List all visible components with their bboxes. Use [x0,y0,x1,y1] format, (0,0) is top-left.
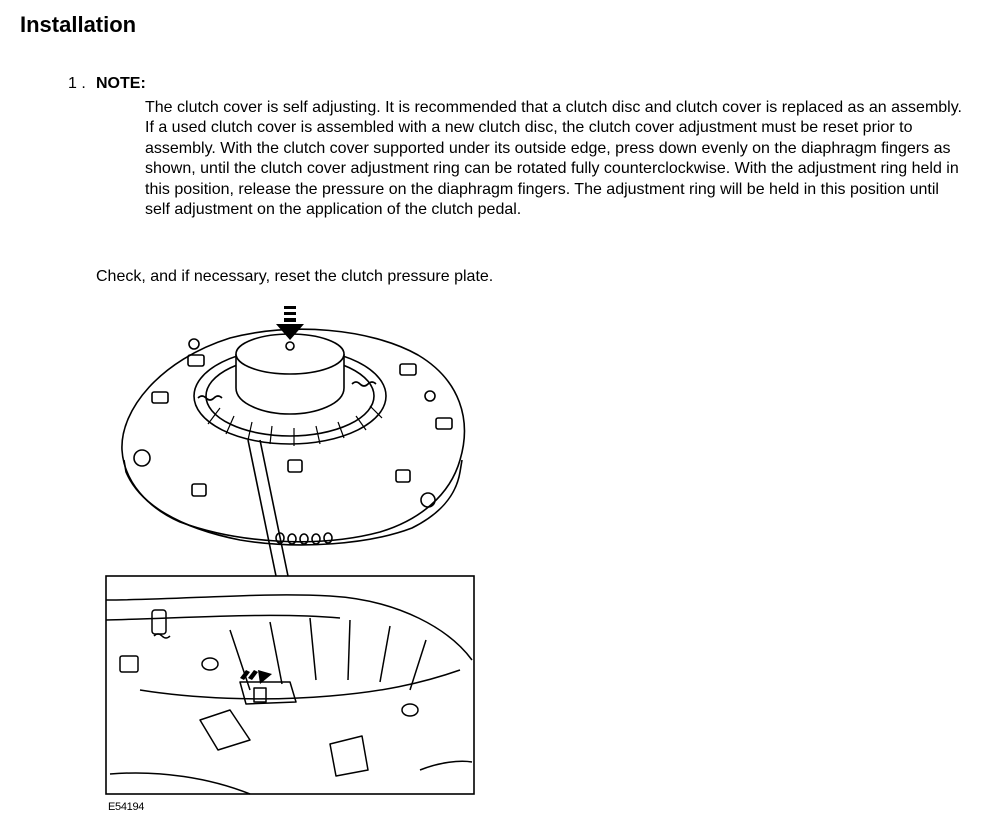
note-label: NOTE: [96,75,146,92]
step-number: 1 . [68,75,86,92]
page-title: Installation [20,12,137,37]
clutch-figure [100,300,480,820]
detail-inset [106,576,474,794]
clutch-illustration [100,300,480,820]
figure-id-label: E54194 [108,801,145,813]
step-instruction: Check, and if necessary, reset the clutch pressure plate. [96,268,494,285]
note-text: The clutch cover is self adjusting. It is recommended that a clutch disc and clutch cover is replaced as an assembly. If a used clutch cover is assembled with a new clutch disc, the clutch cover adjustment must be reset prior to assembly. With the clutch cover supported under its outside edge, press down evenly on the diaphragm fingers as shown, until the clutch cover adjustment ring can be rotated fully counterclockwise. With the adjustment ring held in this position, release the pressure on the diaphragm fingers. The adjustment ring will be held in this position until self adjustment on the application of the clutch pedal. [145,99,962,219]
